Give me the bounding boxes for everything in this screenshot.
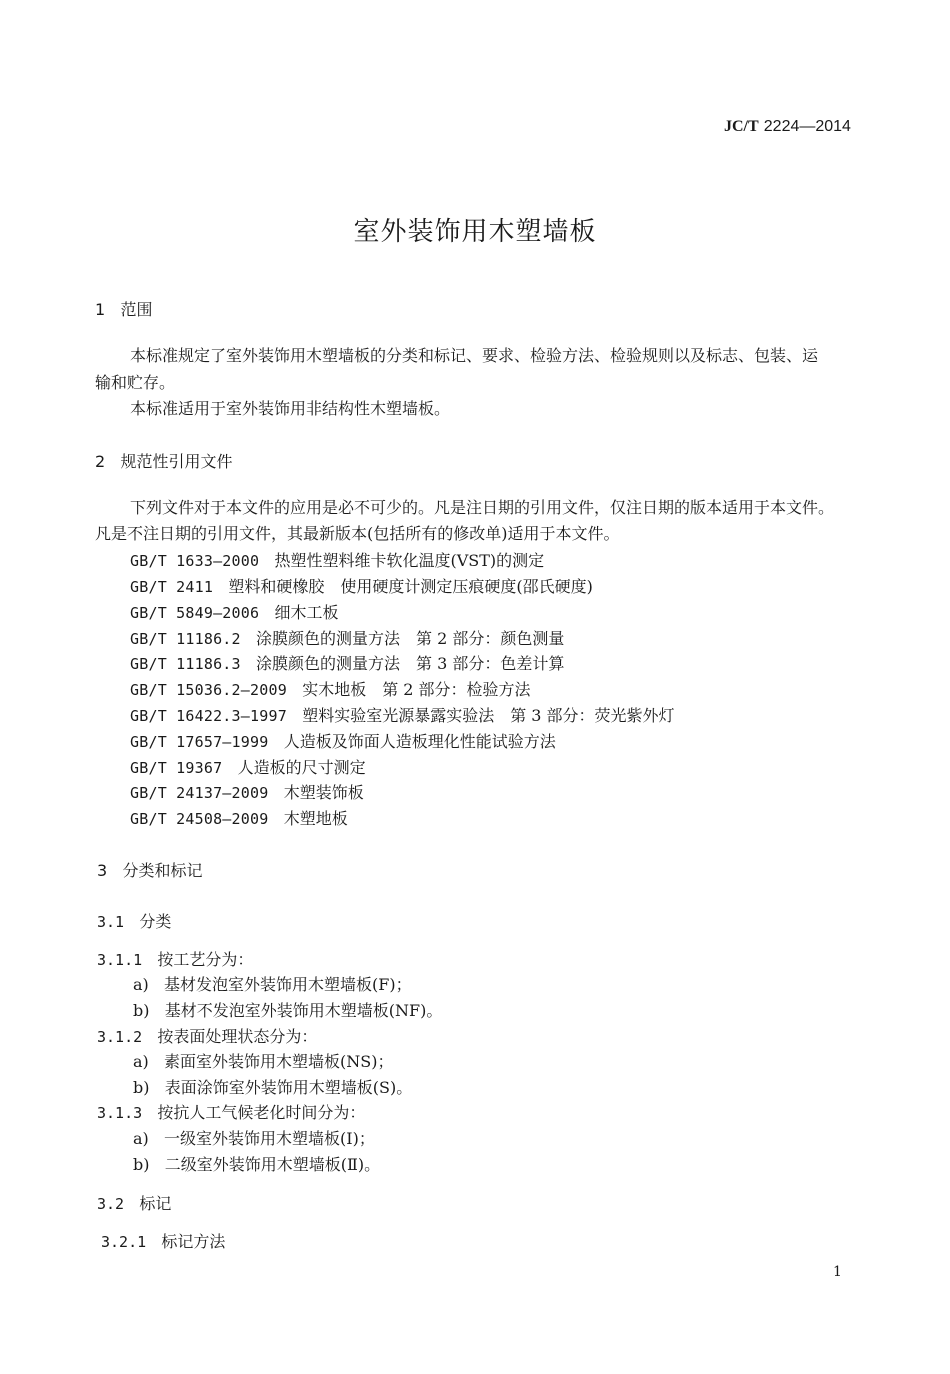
subsection-title: 分类 [139,912,172,931]
section-2-heading [95,449,232,472]
section-number: 3 [97,861,108,880]
reference-code: GB/T 24137—2009 [130,784,269,802]
scope-paragraph-line-1: 本标准规定了室外装饰用木塑墙板的分类和标记、要求、检验方法、检验规则以及标志、包装、运 [130,346,819,365]
subsection-number: 3.1 [97,913,125,931]
list-text: 素面室外装饰用木塑墙板(NS)； [164,1052,394,1071]
reference-title: 塑料实验室光源暴露实验法 第 3 部分：荧光紫外灯 [302,706,675,725]
list-item [133,1126,375,1149]
reference-code: GB/T 5849—2006 [130,604,260,622]
reference-item [130,806,348,829]
scope-paragraph-line-2: 输和贮存。 [95,373,176,392]
code-prefix: JC/T [724,118,759,135]
reference-item [130,574,593,597]
clause-3-1-2 [97,1024,317,1047]
reference-code: GB/T 17657—1999 [130,733,269,751]
page-title: 室外装饰用木塑墙板 [353,217,597,247]
reference-title: 细木工板 [274,603,339,622]
reference-code: GB/T 24508—2009 [130,810,269,828]
reference-code: GB/T 2411 [130,578,214,596]
reference-title: 人造板的尺寸测定 [237,758,366,777]
section-3-heading [97,858,202,881]
reference-title: 塑料和硬橡胶 使用硬度计测定压痕硬度(邵氏硬度) [228,577,593,596]
reference-item [130,780,364,803]
reference-code: GB/T 1633—2000 [130,552,260,570]
clause-text: 按工艺分为： [157,950,254,969]
reference-title: 涂膜颜色的测量方法 第 2 部分：颜色测量 [256,629,565,648]
list-text: 表面涂饰室外装饰用木塑墙板(S)。 [164,1078,413,1097]
clause-number: 3.1.2 [97,1028,143,1046]
list-label: b) [133,1155,150,1174]
reference-item [130,651,564,674]
list-item [133,998,442,1021]
reference-title: 涂膜颜色的测量方法 第 3 部分：色差计算 [256,654,565,673]
clause-number: 3.1.3 [97,1104,143,1122]
list-text: 二级室外装饰用木塑墙板(Ⅱ)。 [164,1155,381,1174]
page-number: 1 [833,1264,842,1280]
list-text: 基材不发泡室外装饰用木塑墙板(NF)。 [164,1001,443,1020]
clause-text: 标记方法 [161,1232,226,1251]
list-label: a) [133,1052,149,1071]
reference-title: 木塑装饰板 [283,783,364,802]
reference-item [130,677,531,700]
subsection-title: 标记 [139,1194,172,1213]
reference-code: GB/T 11186.3 [130,655,241,673]
list-text: 一级室外装饰用木塑墙板(Ⅰ)； [164,1129,375,1148]
scope-paragraph-2: 本标准适用于室外装饰用非结构性木塑墙板。 [130,399,451,418]
clause-text: 按表面处理状态分为： [157,1027,318,1046]
list-item [133,1075,412,1098]
reference-code: GB/T 16422.3—1997 [130,707,287,725]
section-number: 2 [95,452,106,471]
section-title: 分类和标记 [122,861,203,880]
list-label: a) [133,975,149,994]
clause-text: 按抗人工气候老化时间分为： [157,1103,366,1122]
reference-item [130,600,339,623]
reference-title: 热塑性塑料维卡软化温度(VST)的测定 [274,551,545,570]
subsection-number: 3.2 [97,1195,125,1213]
list-item [133,972,412,995]
reference-title: 人造板及饰面人造板理化性能试验方法 [283,732,556,751]
subsection-3-1-heading [97,909,171,932]
reference-item [130,548,544,571]
list-text: 基材发泡室外装饰用木塑墙板(F)； [164,975,412,994]
references-intro-line-1: 下列文件对于本文件的应用是必不可少的。凡是注日期的引用文件，仅注日期的版本适用于本文件。 [130,498,835,517]
list-label: b) [133,1078,150,1097]
clause-3-2-1 [101,1229,225,1252]
list-item [133,1049,394,1072]
list-label: b) [133,1001,150,1020]
list-label: a) [133,1129,149,1148]
reference-code: GB/T 19367 [130,759,223,777]
section-1-heading [95,297,152,320]
subsection-3-2-heading [97,1191,171,1214]
clause-number: 3.2.1 [101,1233,147,1251]
reference-item [130,703,675,726]
reference-item [130,626,564,649]
clause-3-1-3 [97,1100,365,1123]
clause-number: 3.1.1 [97,951,143,969]
list-item [133,1152,380,1175]
reference-title: 实木地板 第 2 部分：检验方法 [302,680,531,699]
reference-title: 木塑地板 [283,809,348,828]
reference-item [130,729,556,752]
clause-3-1-1 [97,947,253,970]
references-intro-line-2: 凡是不注日期的引用文件，其最新版本(包括所有的修改单)适用于本文件。 [95,524,620,543]
section-number: 1 [95,300,106,319]
document-code [724,116,851,136]
reference-code: GB/T 15036.2—2009 [130,681,287,699]
section-title: 范围 [120,300,153,319]
reference-code: GB/T 11186.2 [130,630,241,648]
reference-item [130,755,366,778]
code-number: 2224—2014 [763,118,851,135]
section-title: 规范性引用文件 [120,452,233,471]
